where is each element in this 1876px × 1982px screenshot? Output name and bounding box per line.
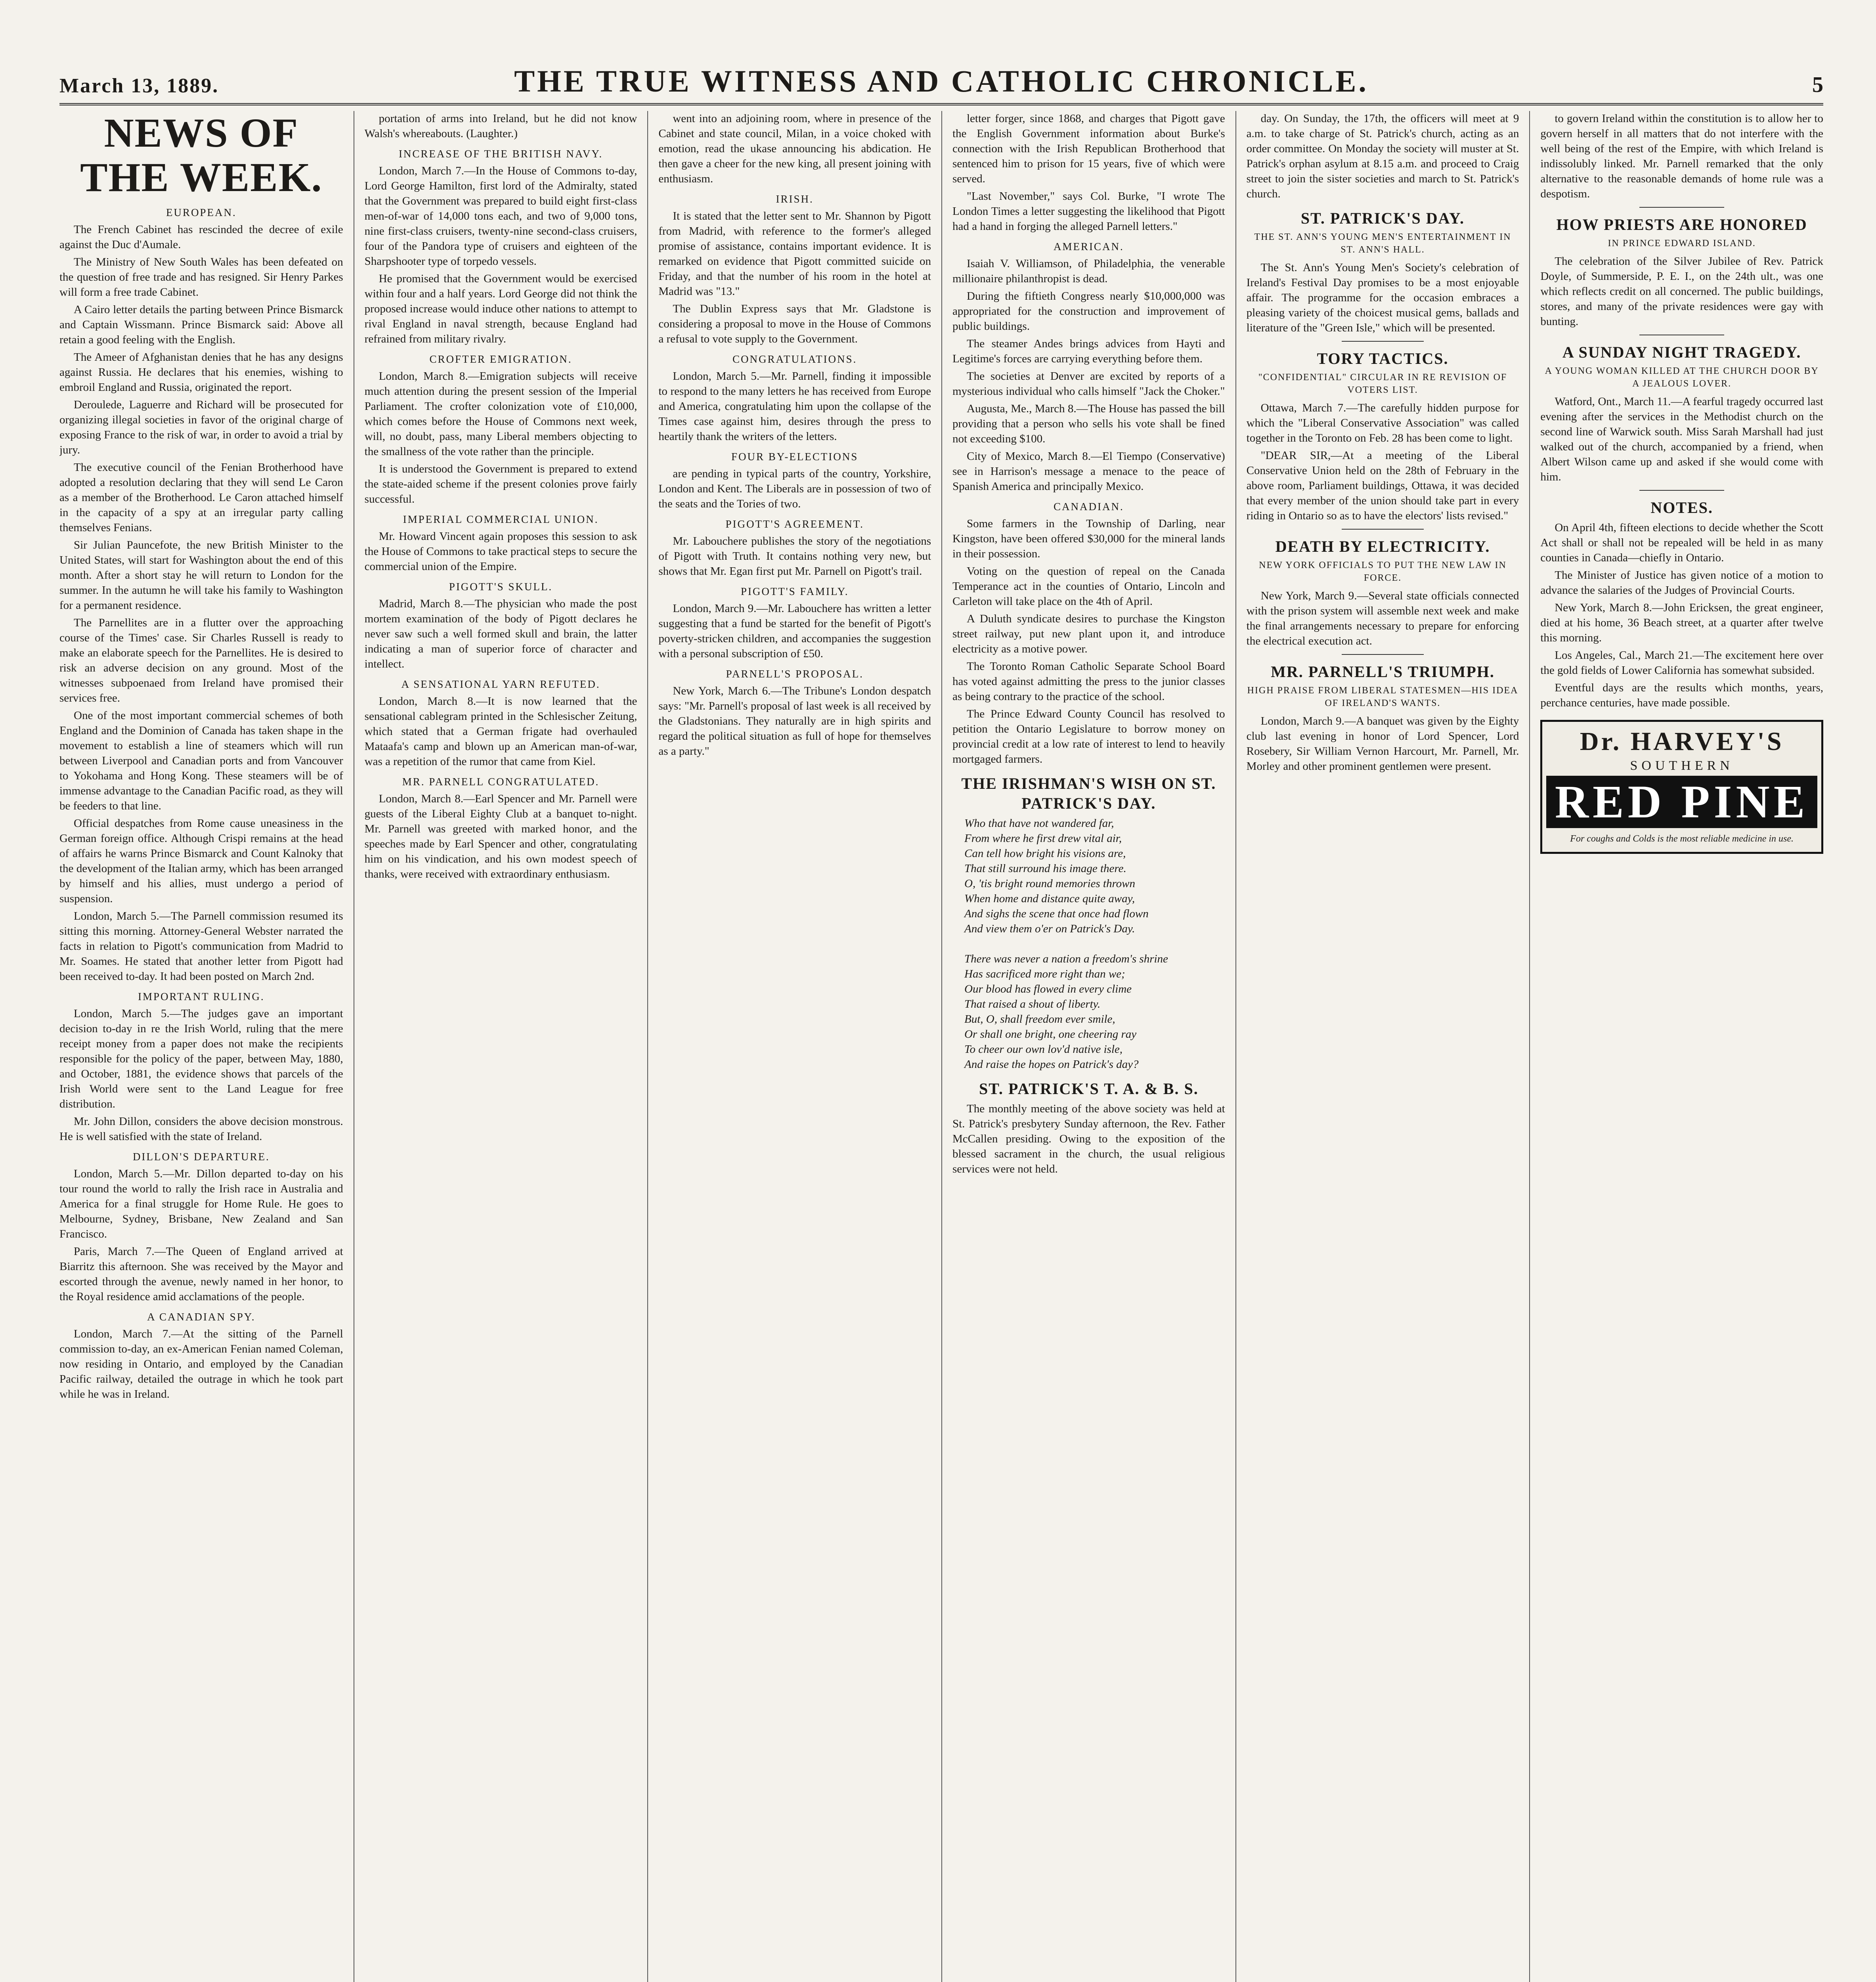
subsection-heading: IRISH. bbox=[776, 193, 814, 205]
newspaper-page bbox=[59, 59, 1823, 1982]
subsection-heading: PIGOTT'S AGREEMENT. bbox=[725, 518, 864, 530]
article-paragraph: Eventful days are the results which months, years, perchance centuries, have made possible. bbox=[1540, 681, 1823, 709]
subsection-heading: FOUR BY-ELECTIONS bbox=[731, 451, 859, 463]
article-paragraph: London, March 8.—Emigration subjects will receive much attention during the present session of the Imperial Parliament. The crofter colonization vote of £10,000, which comes before the House of Commons next week, will, no doubt, pass, many Liberal members objecting to the smallness of the vote rather than the principle. bbox=[364, 370, 637, 458]
advert-tagline: For coughs and Colds is the most reliable medicine in use. bbox=[1570, 834, 1794, 844]
article-paragraph: The St. Ann's Young Men's Society's celebration of Ireland's Festival Day promises to be a most enjoyable affair. The programme for the occasion embraces a pleasing variety of the choicest musical gems, ballads and literature of the "Green Isle," which will be presented. bbox=[1246, 261, 1519, 334]
article-paragraph: Augusta, Me., March 8.—The House has passed the bill providing that a person who sells his vote shall be fined not exceeding $100. bbox=[952, 402, 1225, 445]
article-paragraph: Isaiah V. Williamson, of Philadelphia, the venerable millionaire philanthropist is dead. bbox=[952, 257, 1225, 285]
article-paragraph: London, March 5.—Mr. Parnell, finding it impossible to respond to the many letters he has received from Europe and America, congratulating him upon the collapse of the Times case against him, desires through the press to heartily thank the writers of the letters. bbox=[658, 370, 931, 443]
subsection-heading: IMPERIAL COMMERCIAL UNION. bbox=[403, 513, 599, 525]
subsection-heading: HOW PRIESTS ARE HONORED bbox=[1556, 216, 1807, 233]
poem-line: When home and distance quite away, bbox=[964, 892, 1135, 905]
article-paragraph: The French Cabinet has rescinded the decree of exile against the Duc d'Aumale. bbox=[59, 223, 343, 251]
subheading-deck: THE ST. ANN'S YOUNG MEN'S ENTERTAINMENT IN ST. ANN'S HALL. bbox=[1254, 232, 1511, 255]
article-paragraph: letter forger, since 1868, and charges that Pigott gave the English Government information about Burke's connection with the Irish Republican Brotherhood that sentenced him to prison for 15 years, five of which were served. bbox=[952, 112, 1225, 185]
article-paragraph: The Ministry of New South Wales has been defeated on the question of free trade and has resigned. Sir Henry Parkes will form a free trade Cabinet. bbox=[59, 256, 343, 298]
article-paragraph: A Cairo letter details the parting between Prince Bismarck and Captain Wissmann. Prince Bismarck said: Above all retain a good feeling with the English. bbox=[59, 303, 343, 346]
divider bbox=[1342, 654, 1423, 655]
issue-date: March 13, 1889. bbox=[59, 75, 219, 97]
news-of-the-week-heading: NEWS OF THE WEEK. bbox=[80, 111, 323, 200]
article-paragraph: The celebration of the Silver Jubilee of Rev. Patrick Doyle, of Summerside, P. E. I., on the 24th ult., was one which reflects credit on all concerned. The public buildings, stores, and many of the private residences were gay with bunting. bbox=[1540, 255, 1823, 328]
article-paragraph: On April 4th, fifteen elections to decide whether the Scott Act shall or shall not be repealed will be held in as many counties in Canada—chiefly in Ontario. bbox=[1540, 521, 1823, 564]
article-paragraph: The monthly meeting of the above society was held at St. Patrick's presbytery Sunday afternoon, the Rev. Father McCallen presiding. Owing to the exposition of the blessed sacrament in the church, the usual religious services were not held. bbox=[952, 1102, 1225, 1175]
article-paragraph: The executive council of the Fenian Brotherhood have adopted a resolution declaring that they will send Le Caron as a member of the Brotherhood. Le Caron attached himself in the capacity of a spy at an irregular party calling themselves Fenians. bbox=[59, 461, 343, 534]
article-paragraph: It is understood the Government is prepared to extend the state-aided scheme if the present colonies prove fairly successful. bbox=[364, 463, 637, 505]
subsection-heading: CONGRATULATIONS. bbox=[732, 353, 857, 365]
column-3 bbox=[647, 111, 941, 1982]
subsection-heading: INCREASE OF THE BRITISH NAVY. bbox=[398, 148, 603, 160]
subsection-heading: PARNELL'S PROPOSAL. bbox=[726, 668, 864, 680]
article-paragraph: Sir Julian Pauncefote, the new British Minister to the United States, will start for Washington about the end of this month. After a short stay he will return to London for the summer. In the autumn he will take his family to Washington for a permanent residence. bbox=[59, 539, 343, 612]
article-paragraph: Watford, Ont., March 11.—A fearful tragedy occurred last evening after the services in the Methodist church on the second line of Warwick south. Miss Sarah Marshall had just walked out of the church, accompanied by a friend, when Albert Wilson came up and asked if she would come with him. bbox=[1540, 395, 1823, 483]
divider bbox=[1342, 341, 1423, 342]
article-paragraph: City of Mexico, March 8.—El Tiempo (Conservative) see in Harrison's message a menace to the peace of Spanish America and principally Mexico. bbox=[952, 450, 1225, 493]
page-number: 5 bbox=[1812, 73, 1823, 97]
article-paragraph: day. On Sunday, the 17th, the officers will meet at 9 a.m. to take charge of St. Patrick's church, acting as an order committee. On Monday the society will muster at St. Patrick's orphan asylum at 8.15 a.m. and proceed to Craig street to join the sister societies and march to St. Patrick's church. bbox=[1246, 112, 1519, 200]
subsection-heading: TORY TACTICS. bbox=[1317, 350, 1449, 367]
column-4 bbox=[941, 111, 1235, 1982]
article-paragraph: are pending in typical parts of the country, Yorkshire, London and Kent. The Liberals are in possession of two of the seats and the Tories of two. bbox=[658, 467, 931, 510]
article-paragraph: portation of arms into Ireland, but he did not know Walsh's whereabouts. (Laughter.) bbox=[364, 112, 637, 140]
article-paragraph: Mr. Howard Vincent again proposes this session to ask the House of Commons to take practical steps to secure the commercial union of the Empire. bbox=[364, 530, 637, 573]
article-paragraph: London, March 8.—It is now learned that the sensational cablegram printed in the Schlesischer Zeitung, which stated that a German frigate had overhauled Mataafa's camp and blown up an American man-of-war, was a repetition of the rumor that came from Kiel. bbox=[364, 695, 637, 768]
subheading-deck: "CONFIDENTIAL" CIRCULAR IN RE REVISION OF VOTERS LIST. bbox=[1258, 372, 1507, 395]
article-paragraph: went into an adjoining room, where in presence of the Cabinet and state council, Milan, in a voice choked with emotion, read the ukase announcing his abdication. He then gave a cheer for the new king, all present joining with enthusiasm. bbox=[658, 112, 931, 185]
article-paragraph: London, March 5.—Mr. Dillon departed to-day on his tour round the world to rally the Irish race in Australia and America for a final struggle for Home Rule. He goes to Melbourne, Sydney, Brisbane, New Zealand and San Francisco. bbox=[59, 1167, 343, 1240]
article-paragraph: London, March 8.—Earl Spencer and Mr. Parnell were guests of the Liberal Eighty Club at a banquet to-night. Mr. Parnell was greeted with marked honor, and the speeches made by Earl Spencer and other, congratulating him on his vindication, and his own modest speech of thanks, were received with extraordinary enthusiasm. bbox=[364, 792, 637, 880]
subsection-heading: PIGOTT'S SKULL. bbox=[449, 581, 553, 593]
poem-line: And sighs the scene that once had flown bbox=[964, 907, 1149, 920]
column-6 bbox=[1529, 111, 1823, 1982]
column-2 bbox=[354, 111, 648, 1982]
poem-line: Our blood has flowed in every clime bbox=[964, 983, 1132, 995]
poem-line: Or shall one bright, one cheering ray bbox=[964, 1028, 1137, 1041]
article-paragraph: "Last November," says Col. Burke, "I wrote The London Times a letter suggesting the likelihood that Pigott had a hand in forging the alleged Parnell letters." bbox=[952, 190, 1225, 233]
column-5 bbox=[1235, 111, 1530, 1982]
article-paragraph: New York, March 9.—Several state officials connected with the prison system will assemble next week and make the final arrangements necessary to prepare for enforcing the electrical execution act. bbox=[1246, 589, 1519, 647]
article-paragraph: Ottawa, March 7.—The carefully hidden purpose for which the "Liberal Conservative Association" was called together in the Toronto on Feb. 28 has been come to light. bbox=[1246, 402, 1519, 444]
subsection-heading: DEATH BY ELECTRICITY. bbox=[1275, 538, 1490, 555]
poem-line: Can tell how bright his visions are, bbox=[964, 847, 1126, 860]
poem-title: THE IRISHMAN'S WISH ON ST. PATRICK'S DAY. bbox=[961, 775, 1216, 812]
article-paragraph: Mr. John Dillon, considers the above decision monstrous. He is well satisfied with the state of Ireland. bbox=[59, 1115, 343, 1143]
subsection-heading: DILLON'S DEPARTURE. bbox=[132, 1151, 270, 1163]
article-paragraph: The Minister of Justice has given notice of a motion to advance the salaries of the Judges of Provincial Courts. bbox=[1540, 569, 1823, 597]
article-paragraph: The Prince Edward County Council has resolved to petition the Ontario Legislature to borrow money on provincial credit at a low rate of interest to lend to heavily mortgaged farmers. bbox=[952, 708, 1225, 765]
article-paragraph: London, March 5.—The Parnell commission resumed its sitting this morning. Attorney-General Webster narrated the facts in relation to Pigott's communication from Madrid to Mr. Soames. He stated that another letter from Pigott had been received to-day. It had been posted on March 2nd. bbox=[59, 910, 343, 983]
article-paragraph: Official despatches from Rome cause uneasiness in the German foreign office. Although Crispi remains at the head of affairs he warns Prince Bismarck and Count Kalnoky that the development of the Italian army, which has been arranged by himself and his allies, must undergo a period of suspension. bbox=[59, 817, 343, 905]
article-paragraph: The Ameer of Afghanistan denies that he has any designs against Russia. He declares that his enemies, wishing to embroil England and Russia, originated the report. bbox=[59, 351, 343, 394]
article-paragraph: During the fiftieth Congress nearly $10,000,000 was appropriated for the construction and improvement of public buildings. bbox=[952, 290, 1225, 333]
subsection-heading: A SUNDAY NIGHT TRAGEDY. bbox=[1562, 343, 1801, 361]
subsection-heading: A CANADIAN SPY. bbox=[147, 1311, 256, 1323]
advert-brand: Dr. HARVEY'S bbox=[1580, 727, 1784, 756]
subheading-deck: HIGH PRAISE FROM LIBERAL STATESMEN—HIS IDEA OF IRELAND'S WANTS. bbox=[1247, 685, 1518, 708]
paper-title: THE TRUE WITNESS AND CATHOLIC CHRONICLE. bbox=[514, 64, 1369, 98]
section-heading: EUROPEAN. bbox=[166, 207, 237, 218]
article-paragraph: to govern Ireland within the constitution is to allow her to govern herself in all matters that do not interfere with the well being of the rest of the Empire, with which Ireland is indissolubly linked. Mr. Parnell remarked that the only alternative to the reasonable demands of home rule was a despotism. bbox=[1540, 112, 1823, 200]
poem-line: There was never a nation a freedom's shrine bbox=[964, 953, 1168, 965]
subsection-heading: A SENSATIONAL YARN REFUTED. bbox=[401, 678, 600, 690]
masthead bbox=[59, 59, 1823, 105]
poem-line: That still surround his image there. bbox=[964, 862, 1126, 875]
article-paragraph: New York, March 8.—John Ericksen, the great engineer, died at his home, 36 Beach street, at a quarter after twelve this morning. bbox=[1540, 601, 1823, 644]
poem-line bbox=[964, 936, 1225, 951]
article-paragraph: He promised that the Government would be exercised within four and a half years. Lord George did not think the proposed increase would induce other nations to attempt to rival England in naval strength, because England had refrained from military rivalry. bbox=[364, 272, 637, 345]
red-pine-advertisement bbox=[1540, 720, 1823, 854]
divider bbox=[1342, 529, 1423, 530]
poem-line: Has sacrificed more right than we; bbox=[964, 968, 1125, 980]
subsection-heading: ST. PATRICK'S DAY. bbox=[1300, 209, 1465, 227]
subsection-heading: ST. PATRICK'S T. A. & B. S. bbox=[979, 1080, 1199, 1098]
article-paragraph: One of the most important commercial schemes of both England and the Dominion of Canada has taken shape in the movement to establish a line of steamers which will run between Liverpool and Canadian ports and from Vancouver to Yokohama and Hong Kong. These steamers will be of immense advantage to the Canadian Pacific road, as they will be feeders to that line. bbox=[59, 709, 343, 812]
poem bbox=[964, 816, 1225, 1072]
poem-line: And view them o'er on Patrick's Day. bbox=[964, 922, 1135, 935]
article-paragraph: Mr. Labouchere publishes the story of the negotiations of Pigott with Truth. It contains nothing very new, but shows that Mr. Egan first put Mr. Parnell on Pigott's trail. bbox=[658, 535, 931, 578]
subsection-heading: IMPORTANT RULING. bbox=[138, 991, 265, 1002]
article-paragraph: The Toronto Roman Catholic Separate School Board has voted against admitting the press to the junior classes as being contrary to the practice of the school. bbox=[952, 660, 1225, 703]
article-paragraph: Some farmers in the Township of Darling, near Kingston, have been offered $30,000 for the mineral lands in their possession. bbox=[952, 517, 1225, 560]
article-paragraph: London, March 7.—In the House of Commons to-day, Lord George Hamilton, first lord of the Admiralty, stated that the Government was prepared to build eight first-class men-of-war of 14,000 tons each, and two of 9,000 tons, nine first-class cruisers, twenty-nine second-class cruisers, four of the Pandora type of cruisers and eighteen of the Sharpshooter type of torpedo vessels. bbox=[364, 165, 637, 268]
poem-line: And raise the hopes on Patrick's day? bbox=[964, 1058, 1139, 1071]
subsection-heading: MR. PARNELL'S TRIUMPH. bbox=[1271, 663, 1495, 681]
article-paragraph: The steamer Andes brings advices from Hayti and Legitime's forces are carrying everything before them. bbox=[952, 337, 1225, 365]
subsection-heading: NOTES. bbox=[1650, 499, 1713, 517]
column-1 bbox=[59, 111, 354, 1982]
article-paragraph: Deroulede, Laguerre and Richard will be prosecuted for organizing illegal societies in favor of the original charge of exposing France to the risk of war, in order to avoid a trial by jury. bbox=[59, 398, 343, 456]
divider bbox=[1639, 207, 1724, 208]
article-paragraph: London, March 9.—Mr. Labouchere has written a letter suggesting that a fund be started for the benefit of Pigott's poverty-stricken children, and accompanies the suggestion with a personal subscription of £50. bbox=[658, 602, 931, 660]
article-paragraph: Paris, March 7.—The Queen of England arrived at Biarritz this afternoon. She was received by the Mayor and escorted through the avenue, newly named in her honor, to the Royal residence amid acclamations of the people. bbox=[59, 1245, 343, 1303]
subsection-heading: CROFTER EMIGRATION. bbox=[429, 353, 572, 365]
article-paragraph: Voting on the question of repeal on the Canada Temperance act in the counties of Ontario, Lincoln and Carleton will take place on the 4th of April. bbox=[952, 565, 1225, 608]
article-paragraph: The Dublin Express says that Mr. Gladstone is considering a proposal to move in the House of Commons a refusal to vote supply to the Government. bbox=[658, 302, 931, 345]
article-paragraph: It is stated that the letter sent to Mr. Shannon by Pigott from Madrid, with reference to the former's alleged promise of assistance, contains important evidence. It is remarked on evidence that Pigott committed suicide on Friday, and that the number of his room in the hotel at Madrid was "13." bbox=[658, 210, 931, 298]
columns bbox=[59, 111, 1823, 1982]
article-paragraph: London, March 9.—A banquet was given by the Eighty club last evening in honor of Lord Spencer, Lord Rosebery, Sir William Vernon Harcourt, Mr. Parnell, Mr. Morley and other prominent gentlemen were present. bbox=[1246, 715, 1519, 773]
advert-subtitle: SOUTHERN bbox=[1630, 758, 1734, 773]
article-paragraph: London, March 5.—The judges gave an important decision to-day in re the Irish World, ruling that the mere receipt money from a paper does not make the recipients responsible for the policy of the paper, between May, 1880, and October, 1881, the evidence shows that parcels of the Irish World were sent to the Land League for free distribution. bbox=[59, 1007, 343, 1110]
subheading-deck: IN PRINCE EDWARD ISLAND. bbox=[1608, 238, 1756, 249]
subsection-heading: CANADIAN. bbox=[1053, 501, 1124, 513]
advert-product: RED PINE bbox=[1546, 776, 1817, 828]
divider bbox=[1639, 490, 1724, 491]
subsection-heading: AMERICAN. bbox=[1053, 241, 1124, 253]
article-paragraph: A Duluth syndicate desires to purchase the Kingston street railway, put new plant upon it, and introduce electricity as a motive power. bbox=[952, 612, 1225, 655]
poem-line: That raised a shout of liberty. bbox=[964, 998, 1101, 1010]
poem-line: Who that have not wandered far, bbox=[964, 817, 1114, 830]
article-paragraph: Madrid, March 8.—The physician who made the post mortem examination of the body of Pigott declares he never saw such a well formed skull and brain, the latter indicating a man of superior force of character and intellect. bbox=[364, 597, 637, 670]
subheading-deck: NEW YORK OFFICIALS TO PUT THE NEW LAW IN FORCE. bbox=[1259, 560, 1507, 583]
subsection-heading: PIGOTT'S FAMILY. bbox=[740, 585, 849, 597]
poem-line: From where he first drew vital air, bbox=[964, 832, 1122, 845]
poem-line: But, O, shall freedom ever smile, bbox=[964, 1013, 1115, 1025]
article-paragraph: New York, March 6.—The Tribune's London despatch says: "Mr. Parnell's proposal of last week is all received by the Gladstonians. They naturally are in high spirits and regard the political situation as full of hope for themselves as a party." bbox=[658, 685, 931, 758]
article-paragraph: "DEAR SIR,—At a meeting of the Liberal Conservative Union held on the 28th of February in the above room, Parliament buildings, Ottawa, it was decided that every member of the union should take part in every riding in Ontario so as to have the electors' lists revised." bbox=[1246, 449, 1519, 522]
subsection-heading: MR. PARNELL CONGRATULATED. bbox=[402, 776, 600, 788]
poem-line: To cheer our own lov'd native isle, bbox=[964, 1043, 1123, 1056]
article-paragraph: The societies at Denver are excited by reports of a mysterious individual who calls himself "Jack the Choker." bbox=[952, 370, 1225, 398]
article-paragraph: Los Angeles, Cal., March 21.—The excitement here over the gold fields of Lower California has somewhat subsided. bbox=[1540, 649, 1823, 677]
subheading-deck: A YOUNG WOMAN KILLED AT THE CHURCH DOOR BY A JEALOUS LOVER. bbox=[1545, 366, 1819, 389]
article-paragraph: The Parnellites are in a flutter over the approaching course of the Times' case. Sir Charles Russell is ready to make an elaborate speech for the Parnellites. He is desired to risk an adverse decision on any ground. Most of the witnesses subpoenaed from Ireland have promised their services free. bbox=[59, 616, 343, 704]
poem-line: O, 'tis bright round memories thrown bbox=[964, 877, 1136, 890]
article-paragraph: London, March 7.—At the sitting of the Parnell commission to-day, an ex-American Fenian named Coleman, now residing in Ontario, and employed by the Canadian Pacific railway, detailed the outrage in which he took part while he was in Ireland. bbox=[59, 1328, 343, 1400]
